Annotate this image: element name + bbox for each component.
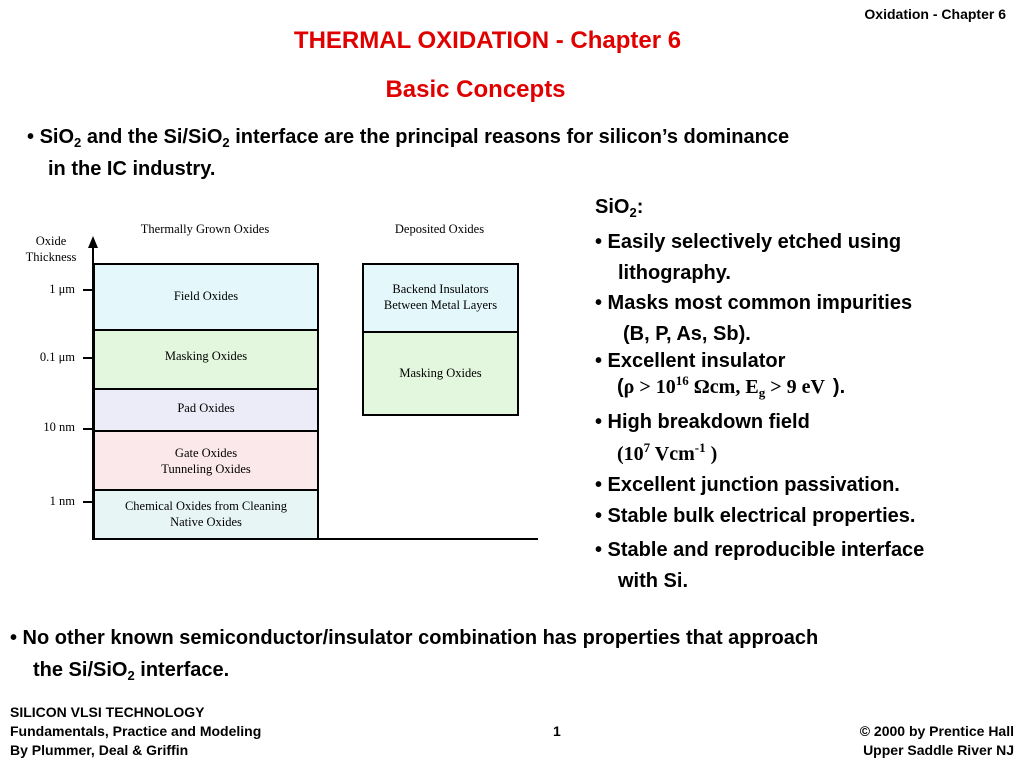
backend-insulators-box: Backend Insulators Between Metal Layers xyxy=(362,263,519,333)
masking-oxides-box: Masking Oxides xyxy=(93,329,319,390)
sio2-item-insulator: • Excellent insulator xyxy=(595,350,786,372)
tick-label-10nm: 10 nm xyxy=(43,420,75,434)
sio2-item-interface: • Stable and reproducible interface with Si. xyxy=(595,539,925,592)
intro-bullet: • SiO$_2$ and the Si/SiO$_2$ interface are the principal reasons for silicon’s dominance in the IC industry. xyxy=(27,126,790,180)
deposited-masking-oxides-box: Masking Oxides xyxy=(362,331,519,416)
chapter-tag: Oxidation - Chapter 6 xyxy=(864,6,1006,22)
tick-label-1nm: 1 nm xyxy=(49,494,75,508)
sio2-item-breakdown: • High breakdown field xyxy=(595,411,810,433)
field-oxides-box: Field Oxides xyxy=(93,263,319,331)
sio2-item-bulk: • Stable bulk electrical properties. xyxy=(595,505,916,527)
insulator-formula: ($\rho > 10^{16}$ Ωcm, $E_g > 9$ eV ). xyxy=(617,373,846,400)
y-axis-arrow xyxy=(88,236,98,248)
col-heading-thermal: Thermally Grown Oxides xyxy=(140,222,270,236)
footer-right: © 2000 by Prentice Hall Upper Saddle River NJ xyxy=(859,723,1014,758)
bottom-bullet: • No other known semiconductor/insulator combination has properties that approach the Si/SiO$_2$ interface. xyxy=(10,627,819,683)
tick-label-0-1um: 0.1 μm xyxy=(39,350,75,364)
slide-subtitle: Basic Concepts xyxy=(385,76,566,103)
slide-title: THERMAL OXIDATION - Chapter 6 xyxy=(293,27,682,54)
oxide-thickness-diagram xyxy=(0,0,545,560)
footer-left: SILICON VLSI TECHNOLOGY Fundamentals, Practice and Modeling By Plummer, Deal & Griffin xyxy=(10,704,262,758)
tick-label-1um: 1 μm xyxy=(49,282,75,296)
col-heading-deposited: Deposited Oxides xyxy=(394,222,485,236)
sio2-item-masks: • Masks most common impurities (B, P, As, Sb). xyxy=(595,292,913,345)
gate-oxides-box: Gate Oxides Tunneling Oxides xyxy=(93,430,319,491)
sio2-heading: SiO$_2$: xyxy=(595,196,644,220)
chemical-oxides-box: Chemical Oxides from Cleaning Native Oxides xyxy=(93,489,319,540)
y-axis-title: Oxide Thickness xyxy=(25,234,77,264)
sio2-item-etch: • Easily selectively etched using lithography. xyxy=(595,231,902,284)
pad-oxides-box: Pad Oxides xyxy=(93,388,319,432)
sio2-item-passivation: • Excellent junction passivation. xyxy=(595,474,900,496)
breakdown-formula: ($10^7$ Vcm$^{-1}$ ) xyxy=(617,440,718,465)
page-number: 1 xyxy=(553,723,561,739)
